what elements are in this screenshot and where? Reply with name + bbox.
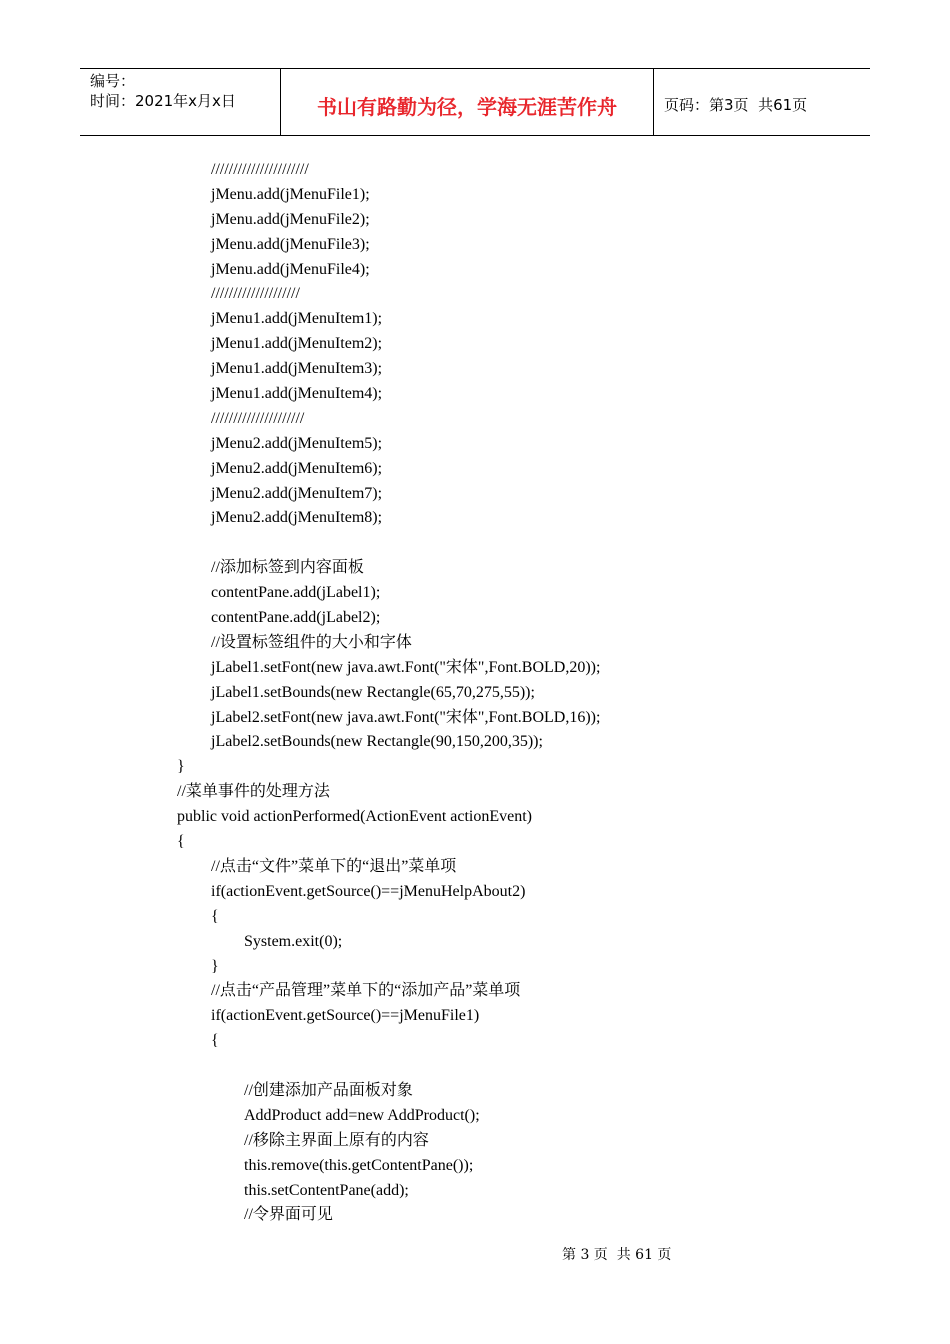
code-line: ////////////////////: [211, 285, 300, 303]
code-line: jMenu1.add(jMenuItem3);: [211, 360, 383, 378]
code-line: //点击“文件”菜单下的“退出”菜单项: [211, 857, 457, 875]
code-line: if(actionEvent.getSource()==jMenuHelpAbout2): [211, 882, 526, 900]
code-line: if(actionEvent.getSource()==jMenuFile1): [211, 1007, 480, 1025]
code-line: jLabel1.setBounds(new Rectangle(65,70,275,55));: [211, 683, 535, 701]
code-line: [0, 1054, 950, 1079]
code-line: {: [211, 1032, 219, 1050]
code-line: //创建添加产品面板对象: [244, 1081, 413, 1099]
code-line: jMenu2.add(jMenuItem7);: [211, 484, 383, 502]
code-line: }: [211, 957, 219, 975]
code-line: [0, 531, 950, 556]
code-line: contentPane.add(jLabel2);: [211, 609, 381, 627]
code-line: public void actionPerformed(ActionEvent actionEvent): [177, 808, 532, 826]
code-line: jMenu.add(jMenuFile2);: [211, 210, 370, 228]
code-line: System.exit(0);: [244, 932, 343, 950]
code-line: jMenu1.add(jMenuItem2);: [211, 335, 383, 353]
code-line: //点击“产品管理”菜单下的“添加产品”菜单项: [211, 982, 521, 1000]
code-line: jMenu.add(jMenuFile4);: [211, 260, 370, 278]
code-line: jMenu.add(jMenuFile1);: [211, 185, 370, 203]
header-motto: 书山有路勤为径，学海无涯苦作舟: [281, 69, 654, 135]
page-header: [80, 68, 870, 136]
code-line: jLabel2.setFont(new java.awt.Font("宋体",Font.BOLD,16));: [211, 708, 601, 726]
code-line: //////////////////////: [211, 161, 309, 178]
header-page-info: 页码：第3页 共61页: [664, 95, 808, 114]
code-line: //移除主界面上原有的内容: [244, 1131, 429, 1149]
code-line: //菜单事件的处理方法: [177, 783, 330, 801]
page-footer: 第 3 页 共 61 页: [562, 1247, 672, 1263]
code-line: jMenu.add(jMenuFile3);: [211, 235, 370, 253]
document-number-label: 编号：: [90, 72, 136, 90]
code-line: }: [177, 758, 185, 776]
code-line: this.remove(this.getContentPane());: [244, 1156, 474, 1174]
code-line: this.setContentPane(add);: [244, 1181, 409, 1199]
code-line: jLabel1.setFont(new java.awt.Font("宋体",Font.BOLD,20));: [211, 658, 601, 676]
code-listing: [0, 158, 950, 1228]
code-line: {: [177, 833, 185, 851]
code-line: jMenu1.add(jMenuItem4);: [211, 385, 383, 403]
code-line: jMenu1.add(jMenuItem1);: [211, 310, 383, 328]
code-line: jLabel2.setBounds(new Rectangle(90,150,200,35));: [211, 733, 543, 751]
code-line: /////////////////////: [211, 409, 305, 427]
code-line: //设置标签组件的大小和字体: [211, 633, 412, 651]
document-date-label: 时间：2021年x月x日: [90, 92, 236, 110]
code-line: jMenu2.add(jMenuItem6);: [211, 459, 383, 477]
code-line: jMenu2.add(jMenuItem5);: [211, 434, 383, 452]
code-line: AddProduct add=new AddProduct();: [244, 1106, 480, 1124]
code-line: contentPane.add(jLabel1);: [211, 584, 381, 602]
header-meta-cell: [80, 69, 281, 135]
code-line: //添加标签到内容面板: [211, 559, 364, 577]
code-line: //令界面可见: [244, 1206, 333, 1224]
code-line: {: [211, 907, 219, 925]
code-line: jMenu2.add(jMenuItem8);: [211, 509, 383, 527]
